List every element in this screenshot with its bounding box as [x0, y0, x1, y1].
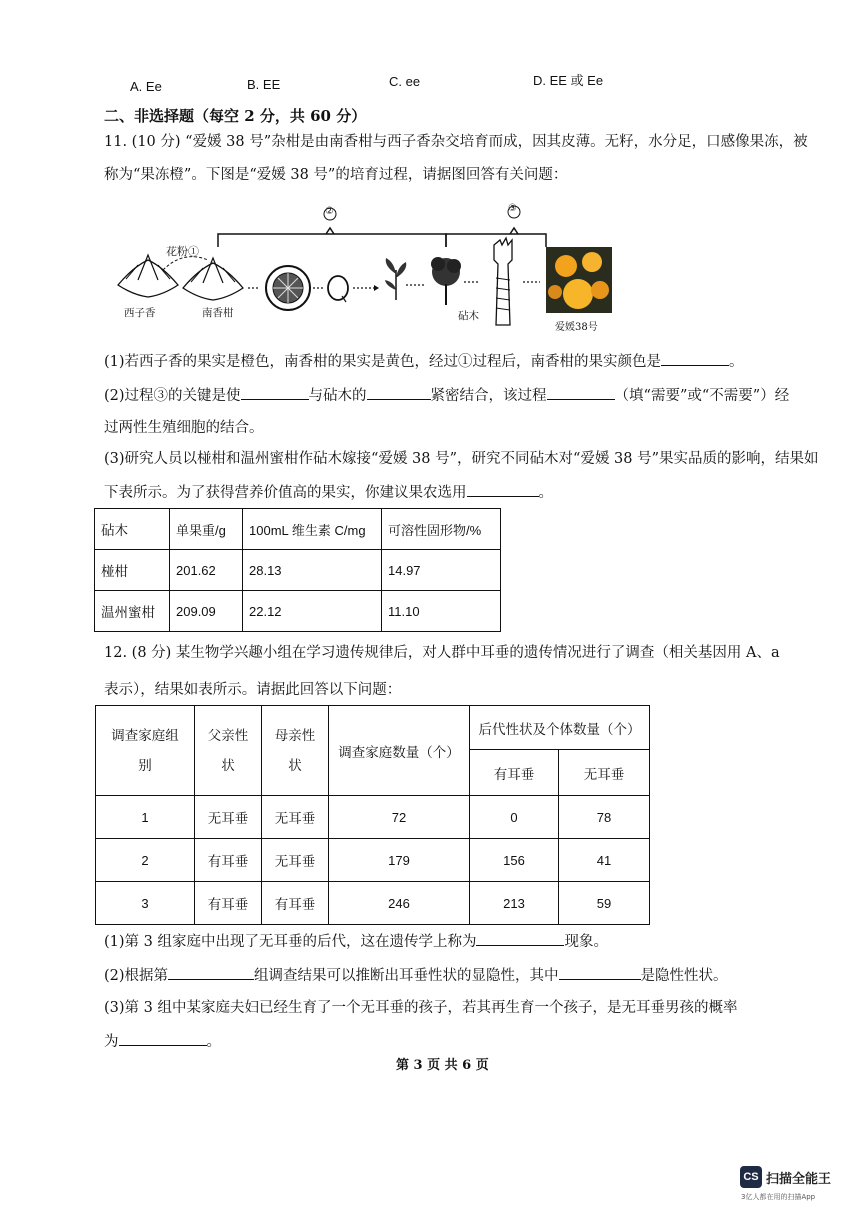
header-mother-a: 母亲性	[274, 727, 316, 744]
table-cell: 有耳垂	[195, 882, 262, 925]
table-cell: 3	[96, 882, 195, 925]
q12-sub1-text: (1)第 3 组家庭中出现了无耳垂的后代，这在遗传学上称为	[104, 934, 477, 950]
answer-blank[interactable]	[467, 482, 539, 497]
table-cell: 无耳垂	[195, 796, 262, 839]
cs-app-name: 扫描全能王	[766, 1171, 832, 1187]
q11-sub1	[104, 351, 744, 372]
young-tree-icon	[431, 257, 461, 305]
option-d: D. EE 或 Ee	[533, 73, 604, 88]
option-c: C. ee	[389, 74, 421, 89]
diagram-pollen-label: 花粉①	[166, 245, 199, 258]
earlobe-table	[95, 705, 650, 925]
answer-blank[interactable]	[241, 385, 309, 400]
table-header-row	[96, 706, 650, 750]
table-cell: 1	[96, 796, 195, 839]
table-row	[95, 550, 501, 591]
table-cell: 0	[470, 796, 559, 839]
q11-sub3-text: 下表所示。为了获得营养价值高的果实，你建议果农选用	[104, 485, 467, 501]
table-cell: 椪柑	[95, 550, 170, 591]
table-header-cell	[96, 706, 195, 796]
q12-line1: 12. (8 分) 某生物学兴趣小组在学习遗传规律后，对人群中耳垂的遗传情况进行了调查（相关基因用 A、a	[104, 645, 780, 661]
q12-sub2	[104, 965, 728, 986]
answer-blank[interactable]	[168, 965, 254, 980]
diagram-plant1-label: 西子香	[124, 307, 156, 319]
table-cell: 41	[559, 839, 650, 882]
q12-line2: 表示），结果如表所示。请据此回答以下问题：	[104, 682, 402, 698]
table-cell: 28.13	[243, 550, 382, 591]
q12-sub2-text-a: (2)根据第	[104, 968, 169, 984]
option-b: B. EE	[247, 77, 281, 92]
q12-sub3-line1: (3)第 3 组中某家庭夫妇已经生育了一个无耳垂的孩子，若其再生育一个孩子，是无耳垂男孩的概率	[104, 1000, 738, 1016]
answer-blank[interactable]	[119, 1031, 207, 1046]
q11-sub1-text: (1)若西子香的果实是橙色，南香柑的果实是黄色，经过①过程后，南香柑的果实颜色是	[104, 354, 662, 370]
diagram-product-label: 爱媛38号	[555, 322, 598, 333]
seed-icon	[328, 276, 348, 302]
q11-sub2-text-a: (2)过程③的关键是使	[104, 388, 241, 404]
q11-sub2-text-d: （填“需要”或“不需要”）经	[614, 388, 790, 404]
q11-sub3-line2	[104, 482, 553, 503]
table-header-cell: 有耳垂	[470, 750, 559, 796]
breeding-diagram	[108, 200, 628, 340]
header-mother-b: 状	[288, 757, 302, 774]
table-cell: 72	[329, 796, 470, 839]
table-row	[96, 882, 650, 925]
answer-blank[interactable]	[559, 965, 641, 980]
table-header-cell: 无耳垂	[559, 750, 650, 796]
table-cell: 有耳垂	[195, 839, 262, 882]
answer-blank[interactable]	[661, 351, 729, 366]
q11-sub3-end: 。	[538, 485, 553, 501]
rootstock-icon	[494, 238, 512, 325]
table-header-cell: 后代性状及个体数量（个）	[470, 706, 650, 750]
table-cell: 59	[559, 882, 650, 925]
q11-sub2-line2: 过两性生殖细胞的结合。	[104, 420, 264, 436]
q11-line2: 称为“果冻橙”。下图是“爱媛 38 号”的培育过程，请据图回答有关问题：	[104, 167, 568, 183]
rootstock-table	[94, 508, 501, 632]
answer-blank[interactable]	[547, 385, 615, 400]
table-cell: 179	[329, 839, 470, 882]
cs-tagline: 3亿人都在用的扫描App	[741, 1193, 816, 1201]
table-header-cell: 可溶性固形物/%	[382, 509, 501, 550]
header-group-a: 调查家庭组	[111, 727, 179, 744]
table-header-cell: 单果重/g	[170, 509, 243, 550]
table-cell: 201.62	[170, 550, 243, 591]
q12-sub3-end: 。	[206, 1034, 221, 1050]
option-a: A. Ee	[130, 79, 162, 94]
q11-sub3-line1: (3)研究人员以椪柑和温州蜜柑作砧木嫁接“爱媛 38 号”，研究不同砧木对“爱媛 38 号”果实品质的影响，结果如	[104, 451, 819, 467]
table-cell: 有耳垂	[262, 882, 329, 925]
page-footer: 第 3 页 共 6 页	[396, 1058, 489, 1073]
table-header-row	[95, 509, 501, 550]
q12-sub3-text: 为	[104, 1034, 119, 1050]
table-header-cell	[262, 706, 329, 796]
table-cell: 无耳垂	[262, 839, 329, 882]
q12-sub1	[104, 931, 608, 952]
table-row	[96, 839, 650, 882]
table-cell: 无耳垂	[262, 796, 329, 839]
answer-blank[interactable]	[367, 385, 431, 400]
flower-xizixiang-icon	[118, 255, 178, 297]
aiyuan-orange-photo	[546, 247, 612, 313]
seedling-icon	[385, 258, 406, 300]
cs-logo-icon: CS	[740, 1166, 762, 1188]
table-cell: 209.09	[170, 591, 243, 632]
table-header-cell	[195, 706, 262, 796]
table-cell: 156	[470, 839, 559, 882]
diagram-stock-label: 砧木	[458, 310, 479, 322]
table-cell: 213	[470, 882, 559, 925]
q12-sub2-text-b: 组调查结果可以推断出耳垂性状的显隐性，其中	[254, 968, 559, 984]
diagram-plant2-label: 南香柑	[202, 307, 234, 319]
table-cell: 温州蜜柑	[95, 591, 170, 632]
section-title: 二、非选择题（每空 2 分，共 60 分）	[104, 107, 367, 125]
q11-sub2-text-b: 与砧木的	[308, 388, 367, 404]
diagram-step3-label: ③	[508, 203, 517, 214]
table-cell: 14.97	[382, 550, 501, 591]
q11-sub2	[104, 385, 789, 406]
header-group-b: 别	[138, 757, 152, 774]
table-row	[95, 591, 501, 632]
q11-sub2-text-c: 紧密结合，该过程	[430, 388, 547, 404]
q11-line1: 11. (10 分) “爱媛 38 号”杂柑是由南香柑与西子香杂交培育而成，因其皮薄。无籽，水分足，口感像果冻，被	[104, 134, 808, 150]
fruit-section-icon	[266, 266, 310, 310]
scanner-watermark	[740, 1166, 831, 1188]
table-cell: 2	[96, 839, 195, 882]
q12-sub3-line2	[104, 1031, 221, 1052]
header-father-b: 状	[221, 757, 235, 774]
q12-sub2-text-c: 是隐性性状。	[640, 968, 728, 984]
table-cell: 246	[329, 882, 470, 925]
answer-blank[interactable]	[476, 931, 564, 946]
table-header-cell: 100mL 维生素 C/mg	[243, 509, 382, 550]
header-father-a: 父亲性	[207, 727, 249, 744]
table-cell: 11.10	[382, 591, 501, 632]
flower-nanxianggan-icon	[183, 258, 243, 300]
diagram-step2-label: ②	[325, 206, 334, 217]
table-cell: 78	[559, 796, 650, 839]
q11-sub1-end: 。	[729, 354, 744, 370]
table-cell: 22.12	[243, 591, 382, 632]
table-header-cell: 砧木	[95, 509, 170, 550]
table-header-cell: 调查家庭数量（个）	[329, 706, 470, 796]
table-row	[96, 796, 650, 839]
q12-sub1-end: 现象。	[564, 934, 608, 950]
